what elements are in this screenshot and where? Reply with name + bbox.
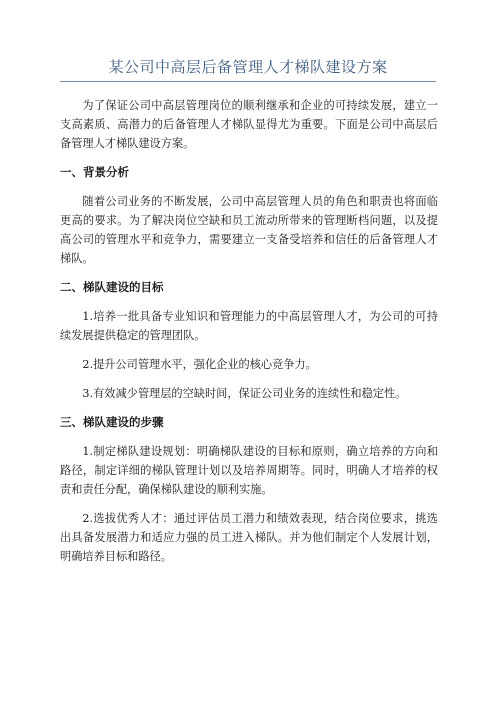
- step-item-1: 1.制定梯队建设规划：明确梯队建设的目标和原则，确立培养的方向和路径，制定详细的梯队管理计划以及培养周期等。同时，明确人才培养的权责和责任分配，确保梯队建设的顺利实施。: [60, 445, 438, 496]
- intro-paragraph: 为了保证公司中高层管理岗位的顺利继承和企业的可持续发展，建立一支高素质、高潜力的后备管理人才梯队显得尤为重要。下面是公司中高层后备管理人才梯队建设方案。: [60, 99, 438, 150]
- goal-item-2: 2.提升公司管理水平，强化企业的核心竞争力。: [82, 358, 317, 371]
- step-item-2: 2.选拔优秀人才：通过评估员工潜力和绩效表现，结合岗位要求，挑选出具备发展潜力和适应力强的员工进入梯队。并为他们制定个人发展计划，明确培养目标和路径。: [60, 512, 438, 563]
- background-paragraph: 随着公司业务的不断发展，公司中高层管理人员的角色和职责也将面临更高的要求。为了解决岗位空缺和员工流动所带来的管理断档问题，以及提高公司的管理水平和竞争力，需要建立一支备受培养和信任的后备管理人才梯队。: [60, 195, 438, 265]
- document-body: [60, 96, 438, 576]
- goal-item-3: 3.有效减少管理层的空缺时间，保证公司业务的连续性和稳定性。: [82, 387, 407, 400]
- section-heading-goals: 二、梯队建设的目标: [60, 280, 164, 294]
- section-heading-steps: 三、梯队建设的步骤: [60, 415, 164, 429]
- title-underline: [60, 81, 436, 82]
- document-title: 某公司中高层后备管理人才梯队建设方案: [108, 58, 388, 76]
- section-heading-background: 一、背景分析: [60, 165, 129, 179]
- goal-item-1: 1.培养一批具备专业知识和管理能力的中高层管理人才，为公司的可持续发展提供稳定的管理团队。: [60, 310, 438, 342]
